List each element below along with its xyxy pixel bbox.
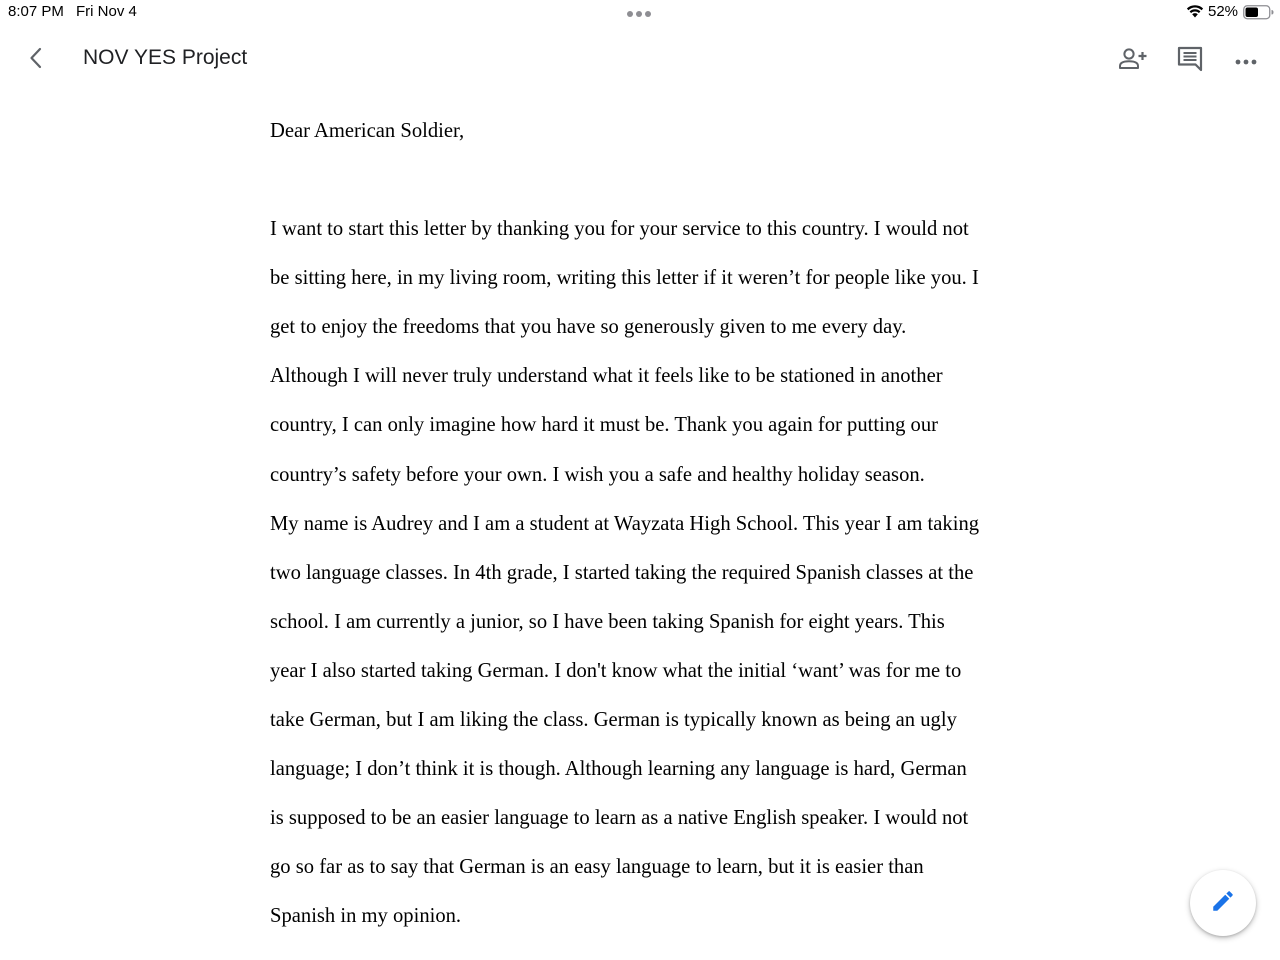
paragraph-line: I want to start this letter by thanking you for your service to this country. I would not [270, 218, 969, 241]
paragraph-line: two language classes. In 4th grade, I started taking the required Spanish classes at the [270, 561, 974, 584]
paragraph-line: language; I don’t think it is though. Although learning any language is hard, German [270, 758, 967, 781]
blank-line [270, 156, 1030, 205]
multitask-dots-icon[interactable] [627, 11, 651, 17]
paragraph-line: take German, but I am liking the class. German is typically known as being an ugly [270, 709, 957, 732]
document-title: NOV YES Project [83, 46, 248, 69]
status-bar [0, 0, 1280, 26]
edit-button[interactable] [1190, 870, 1256, 936]
paragraph-line: year I also started taking German. I don't know what the initial ‘want’ was for me to [270, 659, 962, 682]
add-person-icon [1118, 46, 1148, 77]
paragraph-line: school. I am currently a junior, so I have been taking Spanish for eight years. This [270, 610, 945, 633]
share-button[interactable] [1116, 44, 1150, 78]
paragraph-line: is supposed to be an easier language to learn as a native English speaker. I would not [270, 807, 969, 830]
app-bar [0, 26, 1280, 96]
status-date: Fri Nov 4 [76, 3, 137, 20]
comment-icon [1176, 45, 1204, 78]
paragraph-line: country, I can only imagine how hard it must be. Thank you again for putting our [270, 414, 939, 437]
salutation: Dear American Soldier, [270, 120, 465, 142]
wifi-icon [1186, 4, 1204, 23]
comment-button[interactable] [1173, 44, 1207, 78]
edit-pencil-icon [1210, 888, 1236, 919]
battery-icon [1243, 5, 1275, 25]
paragraph-line: My name is Audrey and I am a student at Wayzata High School. This year I am taking [270, 512, 980, 535]
more-horizontal-icon [1235, 52, 1257, 70]
paragraph-line: Spanish in my opinion. [270, 905, 462, 928]
paragraph-line: Although I will never truly understand what it feels like to be stationed in another [270, 365, 943, 388]
more-options-button[interactable] [1229, 44, 1263, 78]
paragraph-line: go so far as to say that German is an easy language to learn, but it is easier than [270, 856, 924, 879]
paragraph-line: get to enjoy the freedoms that you have so generously given to me every day. [270, 316, 907, 339]
back-arrow-icon [28, 46, 44, 75]
battery-percent: 52% [1208, 3, 1239, 20]
paragraph-line: be sitting here, in my living room, writing this letter if it weren’t for people like you. I [270, 267, 979, 290]
paragraph-line: country’s safety before your own. I wish you a safe and healthy holiday season. [270, 463, 925, 486]
document-body[interactable] [270, 107, 1030, 942]
back-button[interactable] [20, 44, 52, 76]
status-time: 8:07 PM [8, 3, 64, 20]
